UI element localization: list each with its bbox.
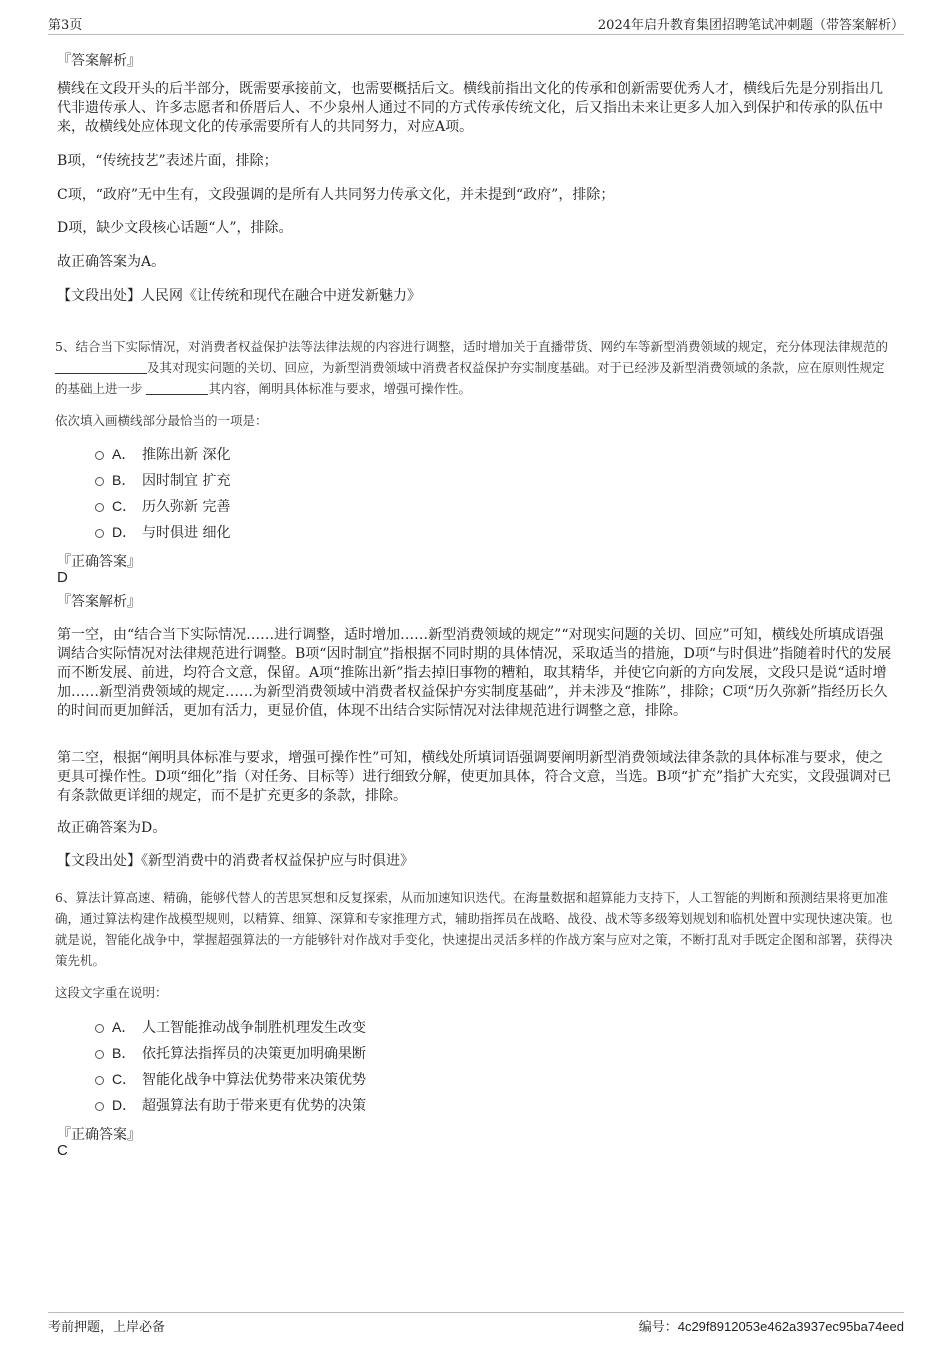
q5-prompt: 依次填入画横线部分最恰当的一项是：	[55, 413, 268, 428]
radio-icon[interactable]	[95, 1076, 104, 1085]
q4-answer-line: 故正确答案为A。	[57, 254, 166, 270]
q5-source: 【文段出处】《新型消费中的消费者权益保护应与时俱进》	[57, 853, 414, 869]
q4-analysis-p2: B项，“传统技艺”表述片面，排除；	[57, 153, 278, 169]
q5-option-d[interactable]: D． 与时俱进 细化	[95, 522, 230, 542]
q5-blank-1	[55, 359, 147, 374]
radio-icon[interactable]	[95, 1024, 104, 1033]
radio-icon[interactable]	[95, 1050, 104, 1059]
q4-analysis-p3: C项，“政府”无中生有，文段强调的是所有人共同努力传承文化，并未提到“政府”，排除；	[57, 187, 615, 203]
radio-icon[interactable]	[95, 529, 104, 538]
radio-icon[interactable]	[95, 503, 104, 512]
q5-blank-2	[146, 380, 208, 395]
page-number: 第3页	[48, 18, 83, 33]
q5-analysis-p2: 第二空，根据“阐明具体标准与要求，增强可操作性”可知，横线处所填词语强调要阐明新型消费领域法律条款的具体标准与要求，使之更具可操作性。D项“细化”指（对任务、目标等）进行细致分解，使更加具体，符合文意，当选。B项“扩充”指扩大充实，文段强调对已有条款做更详细的规定，而不是扩充更多的条款，排除。	[57, 750, 892, 804]
q5-stem: 5、结合当下实际情况，对消费者权益保护法等法律法规的内容进行调整，适时增加关于直播带货、网约车等新型消费领域的规定，充分体现法律规范的 及其对现实问题的关切、回应，为新型消费领域中消费者权益保护夯实制度基础。对于已经涉及新型消费领域的条款，应在原则性规定的基础上进一步 其内容，阐明具体标准与要求，增强可操作性。	[55, 339, 888, 396]
footer-code: 编号：4c29f8912053e462a3937ec95ba74eed	[638, 1319, 904, 1335]
q6-option-d[interactable]: D． 超强算法有助于带来更有优势的决策	[95, 1095, 366, 1115]
q4-analysis-p4: D项，缺少文段核心话题“人”，排除。	[57, 220, 293, 236]
q5-option-a[interactable]: A． 推陈出新 深化	[95, 444, 230, 464]
q5-answer-label: 『正确答案』	[57, 554, 141, 570]
q5-answer-line: 故正确答案为D。	[57, 820, 167, 836]
q5-option-b[interactable]: B． 因时制宜 扩充	[95, 470, 230, 490]
q6-answer-label: 『正确答案』	[57, 1127, 141, 1143]
footer-slogan: 考前押题，上岸必备	[48, 1320, 166, 1335]
q4-analysis-label: 『答案解析』	[57, 53, 141, 69]
q4-analysis-p1: 横线在文段开头的后半部分，既需要承接前文，也需要概括后文。横线前指出文化的传承和创新需要优秀人才，横线后先是分别指出几代非遗传承人、许多志愿者和侨厝后人、不少泉州人通过不同的方式传承传统文化，后又指出未来让更多人加入到保护和传承的队伍中来，故横线处应体现文化的传承需要所有人的共同努力，对应A项。	[57, 81, 883, 135]
q5-answer: D	[57, 569, 68, 586]
q6-stem: 6、算法计算高速、精确，能够代替人的苦思冥想和反复探索，从而加速知识迭代。在海量数据和超算能力支持下，人工智能的判断和预测结果将更加准确，通过算法构建作战模型规则，以精算、细算、深算和专家推理方式，辅助指挥员在战略、战役、战术等多级筹划规划和临机处置中实现快速决策。也就是说，智能化战争中，掌握超强算法的一方能够针对作战对手变化，快速提出灵活多样的作战方案与应对之策，不断打乱对手既定企图和部署，获得决策先机。	[55, 890, 893, 968]
q4-source: 【文段出处】人民网《让传统和现代在融合中迸发新魅力》	[57, 288, 421, 304]
q6-answer: C	[57, 1142, 68, 1159]
q5-analysis-label: 『答案解析』	[57, 594, 141, 610]
radio-icon[interactable]	[95, 477, 104, 486]
page-footer	[48, 1312, 904, 1337]
q6-prompt: 这段文字重在说明：	[55, 985, 168, 1000]
document-title: 2024年启升教育集团招聘笔试冲刺题（带答案解析）	[597, 18, 904, 33]
q5-option-c[interactable]: C． 历久弥新 完善	[95, 496, 230, 516]
q6-option-b[interactable]: B． 依托算法指挥员的决策更加明确果断	[95, 1043, 366, 1063]
q5-analysis-p1: 第一空，由“结合当下实际情况……进行调整，适时增加……新型消费领域的规定”“对现实问题的关切、回应”可知，横线处所填成语强调结合实际情况对法律规范进行调整。B项“因时制宜”指根据不同时期的具体情况，采取适当的措施，D项“与时俱进”指随着时代的发展而不断发展、前进，均符合文意，保留。A项“推陈出新”指去掉旧事物的糟粕，取其精华，并使它向新的方向发展，文段只是说“适时增加……新型消费领域的规定……为新型消费领域中消费者权益保护夯实制度基础”，并未涉及“推陈”，排除；C项“历久弥新”指经历长久的时间而更加鲜活，更加有活力，更显价值，体现不出结合实际情况对法律规范进行调整之意，排除。	[57, 627, 892, 719]
radio-icon[interactable]	[95, 1102, 104, 1111]
q6-option-c[interactable]: C． 智能化战争中算法优势带来决策优势	[95, 1069, 366, 1089]
radio-icon[interactable]	[95, 451, 104, 460]
q6-option-a[interactable]: A． 人工智能推动战争制胜机理发生改变	[95, 1017, 366, 1037]
page-header	[48, 14, 904, 35]
